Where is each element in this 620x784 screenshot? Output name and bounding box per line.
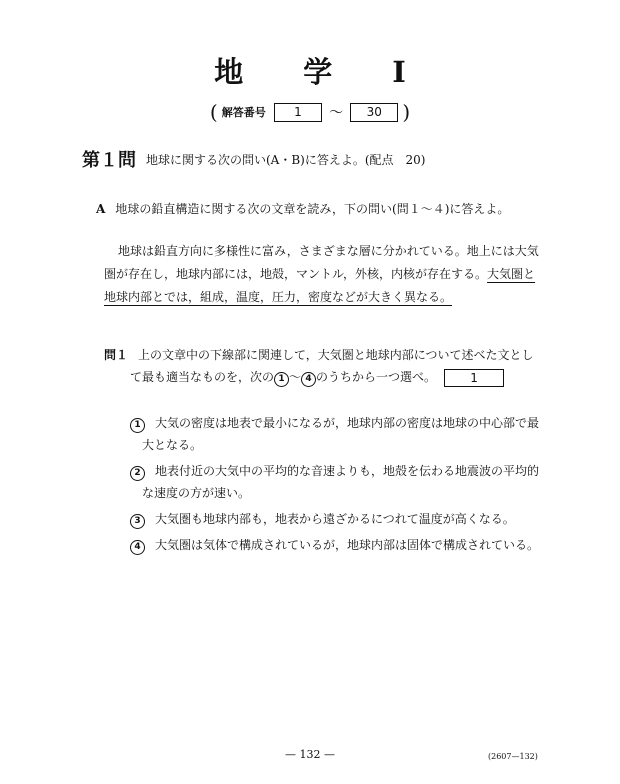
- answer-range-label: 解答番号: [221, 106, 266, 119]
- title-char-3: I: [392, 55, 406, 89]
- circled-number-icon: 4: [130, 540, 145, 555]
- answer-range-to-box: 30: [350, 103, 398, 122]
- answer-box: 1: [444, 369, 504, 387]
- exam-code: (2607—132): [488, 752, 538, 761]
- option-3: [130, 508, 539, 530]
- circled-number-icon: 4: [301, 372, 316, 387]
- circled-number-icon: 3: [130, 514, 145, 529]
- part-a-instruction: [96, 200, 509, 217]
- passage-line-1: 地球は鉛直方向に多様性に富み，さまざまな層に分かれている。地上には大気: [118, 244, 539, 258]
- page-number: — 132 —: [285, 748, 335, 761]
- option-text: 地表付近の大気中の平均的な音速よりも，地殻を伝わる地震波の平均的: [155, 464, 540, 478]
- question-1-1: [104, 344, 534, 388]
- answer-number-range: [0, 100, 620, 124]
- option-text-cont: な速度の方が速い。: [142, 486, 251, 500]
- question-number: 第１問: [82, 150, 136, 171]
- answer-range-tilde: 〜: [329, 105, 344, 121]
- question-text-2a: て最も適当なものを，次の: [130, 370, 275, 384]
- part-letter: A: [96, 202, 106, 216]
- answer-range-from-box: 1: [274, 103, 322, 122]
- passage-line-2-plain: 圏が存在し，地球内部には，地殻，マントル，外核，内核が存在する。: [104, 267, 488, 281]
- underlined-text-1: 大気圏と: [487, 267, 536, 281]
- part-a-text: 地球の鉛直構造に関する次の文章を読み，下の問い(問１〜４)に答えよ。: [115, 202, 510, 216]
- option-4: [130, 534, 539, 556]
- question-line-1: [104, 344, 534, 366]
- question-text-2b: のうちから一つ選べ。: [316, 370, 437, 384]
- question-line-2: [104, 366, 534, 388]
- question-1-heading: [82, 146, 425, 172]
- circled-number-icon: 1: [130, 418, 145, 433]
- option-1: [130, 412, 539, 456]
- passage-line-2: [104, 263, 544, 286]
- option-text-cont: 大となる。: [142, 438, 203, 452]
- option-text: 大気圏は気体で構成されているが，地球内部は固体で構成されている。: [155, 538, 540, 552]
- question-1-text: 地球に関する次の問い(A・B)に答えよ。(配点 20): [146, 153, 426, 167]
- option-text: 大気の密度は地表で最小になるが，地球内部の密度は地球の中心部で最: [155, 416, 540, 430]
- circled-number-icon: 1: [274, 372, 289, 387]
- question-text-1: 上の文章中の下線部に関連して，大気圏と地球内部について述べた文とし: [138, 348, 534, 362]
- passage-line-3: [104, 286, 544, 309]
- close-paren: ): [402, 100, 411, 124]
- open-paren: (: [209, 100, 218, 124]
- circled-number-icon: 2: [130, 466, 145, 481]
- question-label: 問１: [104, 348, 129, 362]
- title-char-1: 地: [214, 55, 244, 89]
- underlined-text-2: 地球内部とでは，組成，温度，圧力，密度などが大きく異なる。: [104, 290, 453, 304]
- reading-passage: [104, 240, 544, 309]
- option-2: [130, 460, 539, 504]
- range-tilde: 〜: [289, 370, 302, 384]
- answer-options: [130, 412, 539, 560]
- title-char-2: 学: [303, 55, 333, 89]
- option-text: 大気圏も地球内部も，地表から遠ざかるにつれて温度が高くなる。: [155, 512, 515, 526]
- page-title: [0, 50, 620, 91]
